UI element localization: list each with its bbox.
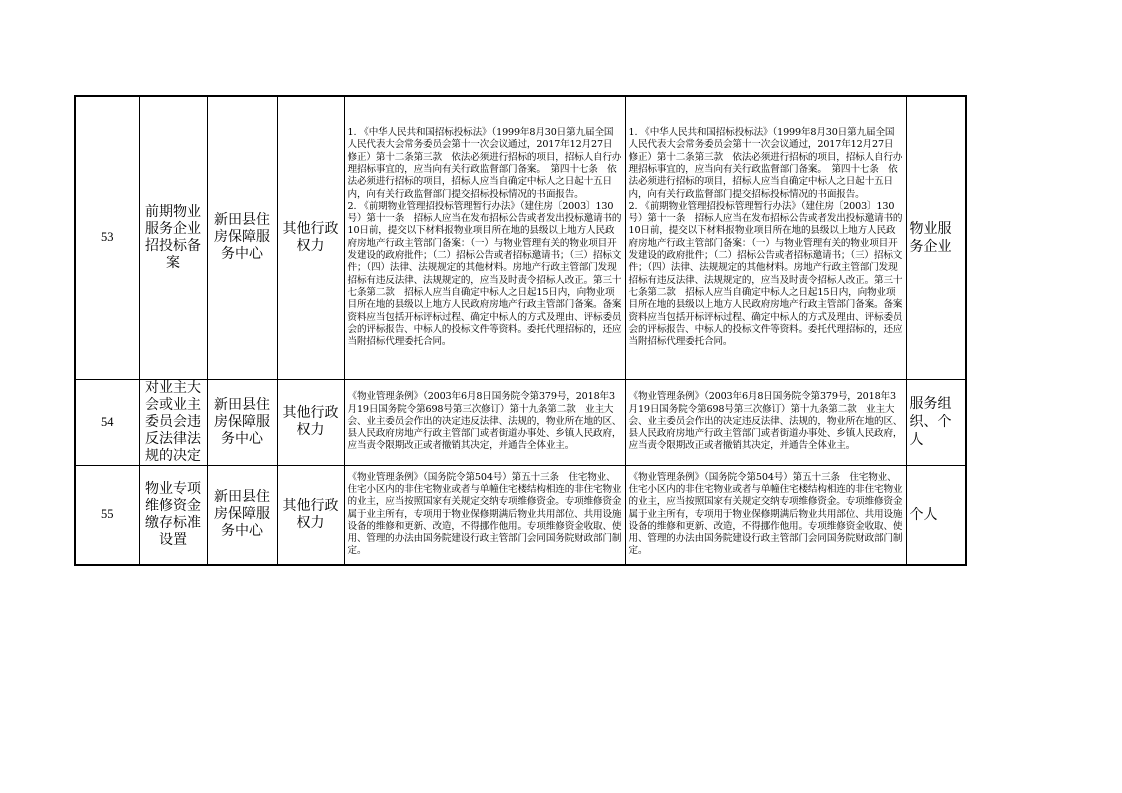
power-type: 其他行政权力	[277, 465, 344, 565]
legal-basis-duplicate	[625, 465, 906, 565]
admin-counterpart: 服务组织、个人	[906, 379, 966, 465]
legal-basis-text: 《物业管理条例》（2003年6月8日国务院令第379号，2018年3月19日国务院令第698号第三次修订）第十九条第二款 业主大会、业主委员会作出的决定违反法律、法规的，物业所在地的区、县人民政府房地产行政主管部门或者街道办事处、乡镇人民政府，应当责令限期改正或者撤销其决定，并通告全体业主。	[628, 391, 903, 452]
item-name: 前期物业服务企业招投标备案	[139, 96, 207, 379]
row-number: 54	[75, 379, 139, 465]
implementing-department: 新田县住房保障服务中心	[207, 465, 277, 565]
item-name: 对业主大会或业主委员会违反法律法规的决定	[139, 379, 207, 465]
legal-basis	[344, 96, 625, 379]
legal-basis-duplicate	[625, 379, 906, 465]
admin-counterpart: 个人	[906, 465, 966, 565]
legal-basis	[344, 379, 625, 465]
power-type: 其他行政权力	[277, 96, 344, 379]
implementing-department: 新田县住房保障服务中心	[207, 379, 277, 465]
table-row	[75, 465, 966, 565]
row-number: 53	[75, 96, 139, 379]
power-list-table	[74, 95, 967, 566]
legal-basis-text: 《物业管理条例》（国务院令第504号）第五十三条 住宅物业、住宅小区内的非住宅物业或者与单幢住宅楼结构相连的非住宅物业的业主，应当按照国家有关规定交纳专项维修资金。专项维修资金属于业主所有，专项用于物业保修期满后物业共用部位、共用设施设备的维修和更新、改造，不得挪作他用。专项维修资金收取、使用、管理的办法由国务院建设行政主管部门会同国务院财政部门制定。	[347, 471, 622, 557]
legal-basis-text: 《物业管理条例》（国务院令第504号）第五十三条 住宅物业、住宅小区内的非住宅物业或者与单幢住宅楼结构相连的非住宅物业的业主，应当按照国家有关规定交纳专项维修资金。专项维修资金属于业主所有，专项用于物业保修期满后物业共用部位、共用设施设备的维修和更新、改造，不得挪作他用。专项维修资金收取、使用、管理的办法由国务院建设行政主管部门会同国务院财政部门制定。	[628, 471, 903, 557]
legal-basis-text: 《物业管理条例》（2003年6月8日国务院令第379号，2018年3月19日国务院令第698号第三次修订）第十九条第二款 业主大会、业主委员会作出的决定违反法律、法规的，物业所在地的区、县人民政府房地产行政主管部门或者街道办事处、乡镇人民政府，应当责令限期改正或者撤销其决定，并通告全体业主。	[347, 391, 622, 452]
implementing-department: 新田县住房保障服务中心	[207, 96, 277, 379]
power-type: 其他行政权力	[277, 379, 344, 465]
legal-basis-text: 1. 《中华人民共和国招标投标法》（1999年8月30日第九届全国人民代表大会常务委员会第十一次会议通过，2017年12月27日修正）第十二条第三款 依法必须进行招标的项目，招标人自行办理招标事宜的，应当向有关行政监督部门备案。 第四十七条 依法必须进行招标的项目，招标人应当自确定中标人之日起十五日内，向有关行政监督部门提交招标投标情况的书面报告。 2. 《前期物业管理招投标管理暂行办法》（建住房〔2003〕130号）第十一条 招标人应当在发布招标公告或者发出投标邀请书的10日前，提交以下材料报物业项目所在地的县级以上地方人民政府房地产行政主管部门备案：（一）与物业管理有关的物业项目开发建设的政府批件；（二）招标公告或者招标邀请书；（三）招标文件；（四）法律、法规规定的其他材料。房地产行政主管部门发现招标有违反法律、法规规定的，应当及时责令招标人改正。第三十七条第二款 招标人应当自确定中标人之日起15日内，向物业项目所在地的县级以上地方人民政府房地产行政主管部门备案。备案资料应当包括开标评标过程、确定中标人的方式及理由、评标委员会的评标报告、中标人的投标文件等资料。委托代理招标的，还应当附招标代理委托合同。	[347, 127, 622, 348]
legal-basis-text: 1. 《中华人民共和国招标投标法》（1999年8月30日第九届全国人民代表大会常务委员会第十一次会议通过，2017年12月27日修正）第十二条第三款 依法必须进行招标的项目，招标人自行办理招标事宜的，应当向有关行政监督部门备案。 第四十七条 依法必须进行招标的项目，招标人应当自确定中标人之日起十五日内，向有关行政监督部门提交招标投标情况的书面报告。 2. 《前期物业管理招投标管理暂行办法》（建住房〔2003〕130号）第十一条 招标人应当在发布招标公告或者发出投标邀请书的10日前，提交以下材料报物业项目所在地的县级以上地方人民政府房地产行政主管部门备案：（一）与物业管理有关的物业项目开发建设的政府批件；（二）招标公告或者招标邀请书；（三）招标文件；（四）法律、法规规定的其他材料。房地产行政主管部门发现招标有违反法律、法规规定的，应当及时责令招标人改正。第三十七条第二款 招标人应当自确定中标人之日起15日内，向物业项目所在地的县级以上地方人民政府房地产行政主管部门备案。备案资料应当包括开标评标过程、确定中标人的方式及理由、评标委员会的评标报告、中标人的投标文件等资料。委托代理招标的，还应当附招标代理委托合同。	[628, 127, 903, 348]
item-name: 物业专项维修资金缴存标准设置	[139, 465, 207, 565]
table-row	[75, 96, 966, 379]
row-number: 55	[75, 465, 139, 565]
legal-basis-duplicate	[625, 96, 906, 379]
admin-counterpart: 物业服务企业	[906, 96, 966, 379]
legal-basis	[344, 465, 625, 565]
table-row	[75, 379, 966, 465]
